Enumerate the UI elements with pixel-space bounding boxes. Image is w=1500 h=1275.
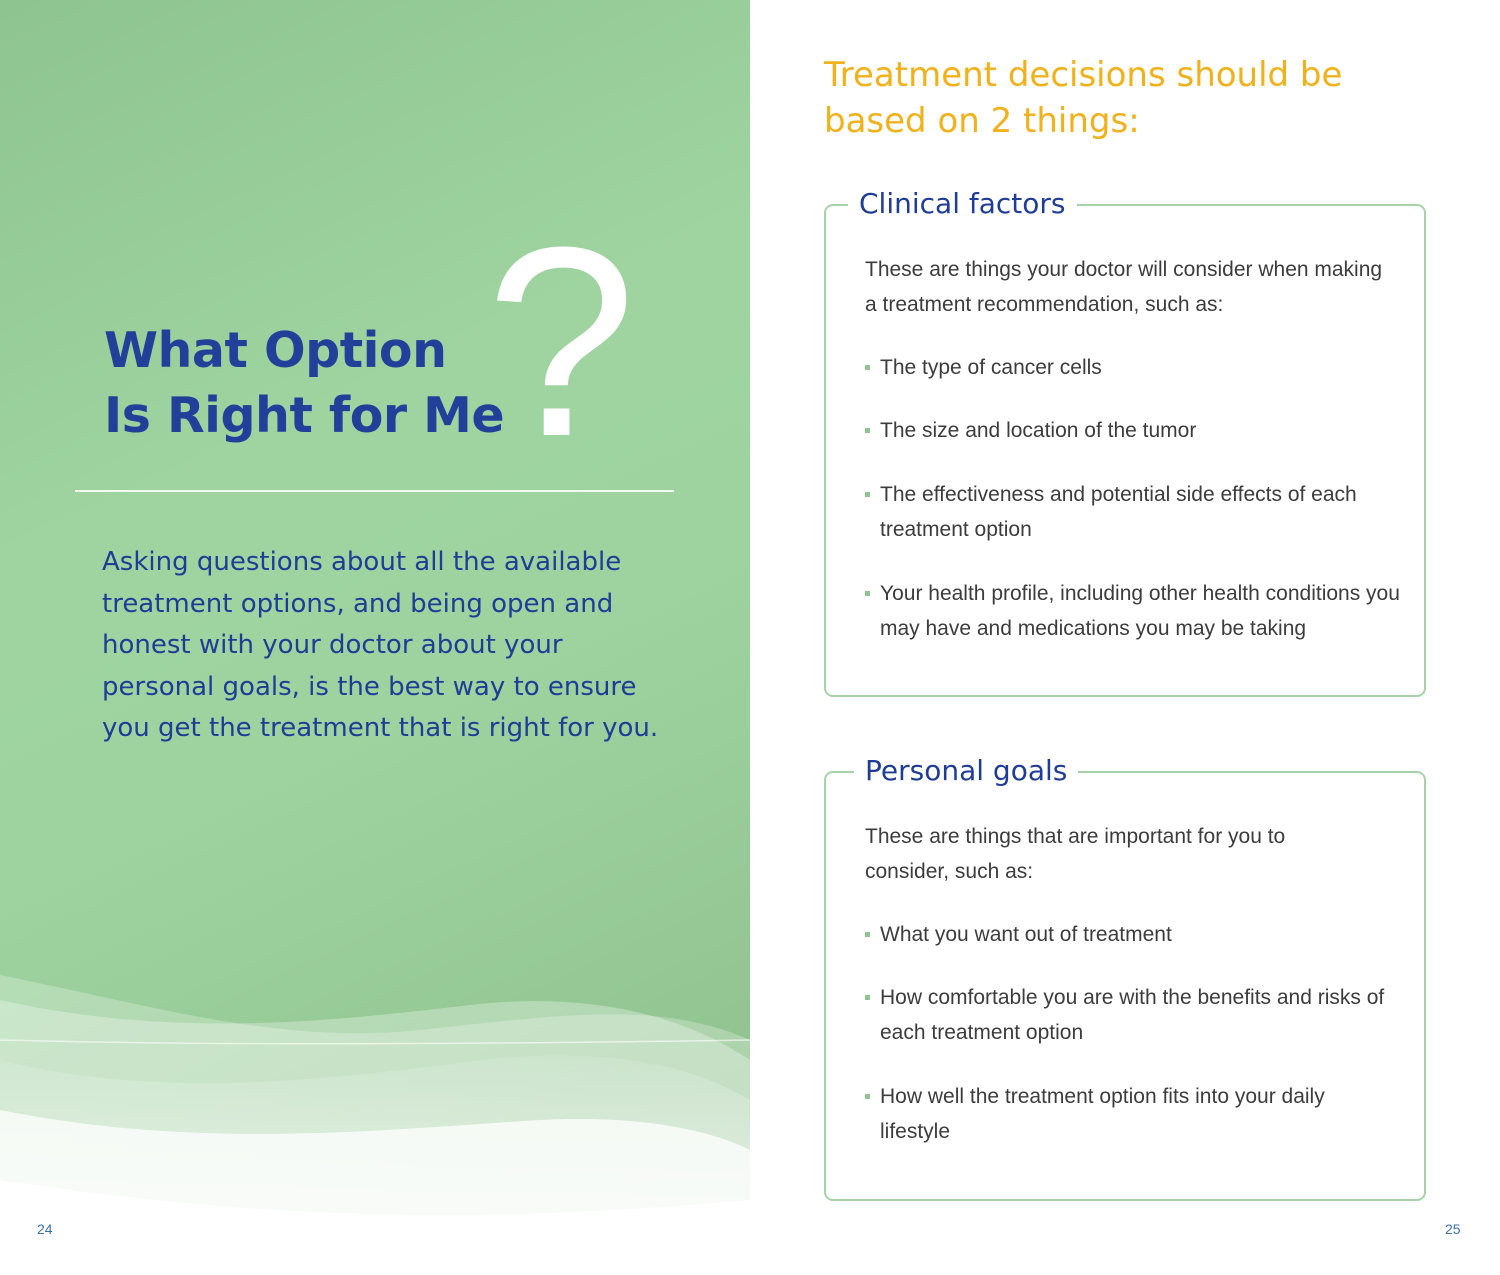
personal-goals-title: Personal goals [854,751,1078,791]
list-item-text: How well the treatment option fits into your daily lifestyle [880,1085,1325,1143]
personal-goals-box [824,754,1426,1201]
list-item [865,576,1410,646]
bullet-icon [865,492,870,497]
list-item [865,350,1102,385]
bullet-icon [865,591,870,596]
divider [75,490,674,492]
page-title [104,318,504,448]
list-item [865,917,1172,952]
list-item-text: Your health profile, including other health conditions you may have and medications you may be taking [880,582,1400,640]
page-number-left: 24 [37,1221,53,1237]
bullet-icon [865,932,870,937]
bullet-icon [865,365,870,370]
clinical-factors-intro: These are things your doctor will consider when making a treatment recommendation, such as: [865,258,1383,316]
list-item-text: How comfortable you are with the benefits and risks of each treatment option [880,986,1385,1044]
page-number-right: 25 [1445,1221,1461,1237]
question-mark-icon: ? [486,192,637,493]
list-item [865,413,1196,448]
section-headline [824,52,1444,144]
headline-line-2: based on 2 things: [824,101,1140,141]
title-line-2: Is Right for Me [104,387,505,444]
list-item-text: The type of cancer cells [880,356,1102,379]
bullet-icon [865,1094,870,1099]
list-item [865,980,1415,1050]
clinical-factors-title: Clinical factors [848,184,1077,224]
list-item-text: What you want out of treatment [880,923,1172,946]
list-item [865,477,1400,547]
bullet-icon [865,428,870,433]
list-item-text: The size and location of the tumor [880,419,1197,442]
bullet-icon [865,995,870,1000]
title-line-1: What Option [104,322,447,379]
list-item-text: The effectiveness and potential side effects of each treatment option [880,483,1357,541]
personal-goals-intro: These are things that are important for you to consider, such as: [865,825,1286,883]
list-item [865,1079,1330,1149]
intro-paragraph: Asking questions about all the available treatment options, and being open and honest with your doctor about your personal goals, is the best way to ensure you get the treatment that is right for you. [102,547,659,744]
headline-line-1: Treatment decisions should be [824,55,1343,95]
clinical-factors-box [824,187,1426,697]
